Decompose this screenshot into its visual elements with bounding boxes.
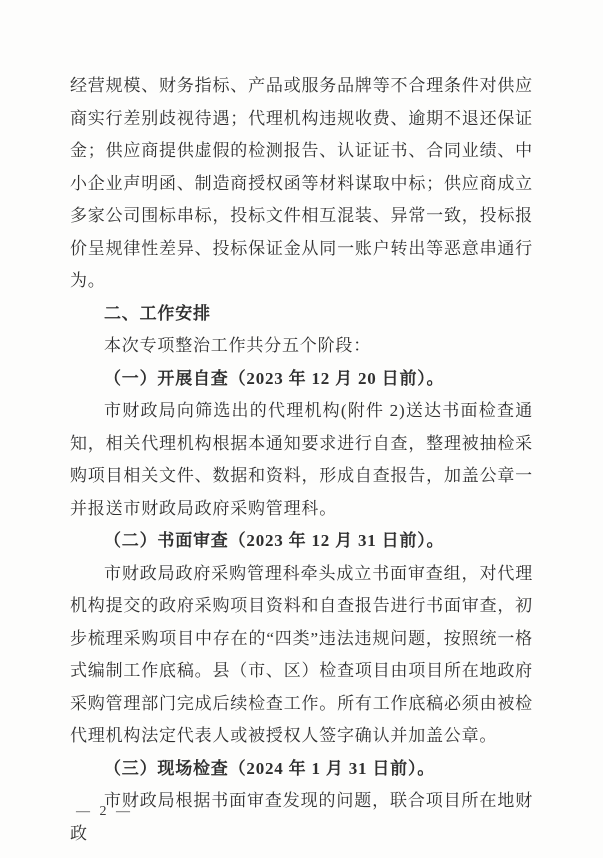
- heading-work-arrangement: 二、工作安排: [104, 303, 211, 323]
- paragraph-stage-3-detail-cutoff: 市财政局根据书面审查发现的问题，联合项目所在地财政: [70, 791, 533, 843]
- heading-stage-3-onsite-inspection: （三）现场检查（2024 年 1 月 31 日前）。: [104, 758, 436, 778]
- paragraph-stage-2-detail: 市财政局政府采购管理科牵头成立书面审查组，对代理机构提交的政府采购项目资料和自查报告进行书面审查，初步梳理采购项目中存在的“四类”违法违规问题，按照统一格式编制工作底稿。县（市、区）检查项目由项目所在地政府采购管理部门完成后续检查工作。所有工作底稿必须由被检代理机构法定代表人或被授权人签字确认并加盖公章。: [70, 563, 533, 745]
- page-number: — 2 —: [76, 804, 133, 819]
- paragraph-stage-1-detail: 市财政局向筛选出的代理机构(附件 2)送达书面检查通知，相关代理机构根据本通知要求进行自查，整理被抽检采购项目相关文件、数据和资料，形成自查报告，加盖公章一并报送市财政局政府采购管理科。: [70, 401, 533, 518]
- paragraph-five-stages: 本次专项整治工作共分五个阶段：: [104, 336, 371, 355]
- paragraph-supplier-violations: 经营规模、财务指标、产品或服务品牌等不合理条件对供应商实行差别歧视待遇；代理机构违规收费、逾期不退还保证金；供应商提供虚假的检测报告、认证证书、合同业绩、中小企业声明函、制造商授权函等材料谋取中标；供应商成立多家公司围标串标，投标文件相互混装、异常一致，投标报价呈规律性差异、投标保证金从同一账户转出等恶意串通行为。: [70, 76, 533, 290]
- document-body: [70, 70, 533, 850]
- heading-stage-1-self-inspection: （一）开展自查（2023 年 12 月 20 日前）。: [104, 368, 445, 388]
- heading-stage-2-written-review: （二）书面审查（2023 年 12 月 31 日前）。: [104, 531, 445, 550]
